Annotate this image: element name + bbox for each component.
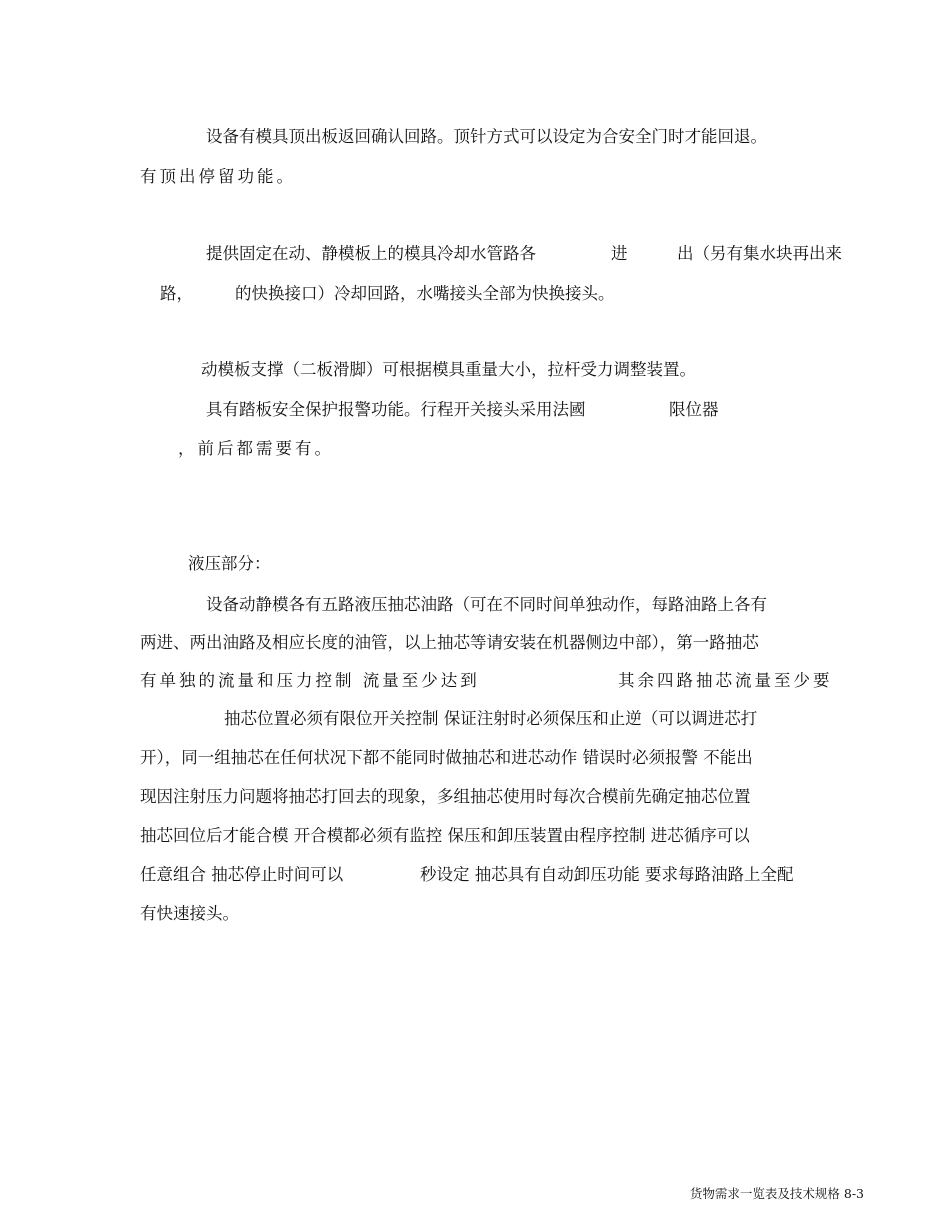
hydraulic-line-6: 现因注射压力问题将抽芯打回去的现象，多组抽芯使用时每次合模前先确定抽芯位置 (140, 787, 751, 806)
pedal-safety-line-2: ，前后都需要有。 (178, 439, 334, 458)
cooling-line-1-part-c: 出（另有集水块再出来 (677, 244, 842, 263)
hydraulic-line-9: 有快速接头。 (140, 904, 239, 923)
hydraulic-line-2: 两进、两出油路及相应长度的油管，以上抽芯等请安装在机器侧边中部），第一路抽芯 (140, 633, 759, 652)
cooling-line-2-part-a: 路， (160, 284, 193, 303)
cooling-line-2-part-b: 的快换接口）冷却回路，水嘴接头全部为快换接头。 (235, 284, 615, 303)
hydraulic-line-1: 设备动静模各有五路液压抽芯油路（可在不同时间单独动作，每路油路上各有 (206, 595, 767, 614)
page-footer: 货物需求一览表及技术规格 8-3 (689, 1186, 864, 1201)
pedal-safety-line-1-part-b: 限位器 (669, 400, 719, 419)
platen-support-line: 动模板支撑（二板滑脚）可根据模具重量大小，拉杆受力调整装置。 (201, 360, 696, 379)
section-heading: 液压部分： (188, 554, 271, 573)
ejector-return-line-1: 设备有模具顶出板返回确认回路。顶针方式可以设定为合安全门时才能回退。 (206, 127, 767, 146)
pedal-safety-line-1-part-a: 具有踏板安全保护报警功能。行程开关接头采用法國 (206, 400, 586, 419)
hydraulic-line-7: 抽芯回位后才能合模 开合模都必须有监控 保压和卸压装置由程序控制 进芯循序可以 (140, 826, 750, 845)
cooling-line-1-part-a: 提供固定在动、静模板上的模具冷却水管路各 (206, 244, 536, 263)
cooling-line-1-part-b: 进 (611, 244, 628, 263)
hydraulic-line-5: 开），同一组抽芯在任何状况下都不能同时做抽芯和进芯动作 错误时必须报警 不能出 (140, 748, 753, 767)
hydraulic-line-3-part-b: 其余四路抽芯流量至少要 (618, 671, 833, 690)
hydraulic-line-3-part-a: 有单独的流量和压力控制 流量至少达到 (140, 671, 480, 690)
hydraulic-line-8-part-b: 秒设定 抽芯具有自动卸压功能 要求每路油路上全配 (420, 865, 794, 884)
hydraulic-line-4: 抽芯位置必须有限位开关控制 保证注射时必须保压和止逆（可以调进芯打 (224, 709, 758, 728)
ejector-return-line-2: 有顶出停留功能。 (140, 167, 296, 186)
hydraulic-line-8-part-a: 任意组合 抽芯停止时间可以 (140, 865, 344, 884)
